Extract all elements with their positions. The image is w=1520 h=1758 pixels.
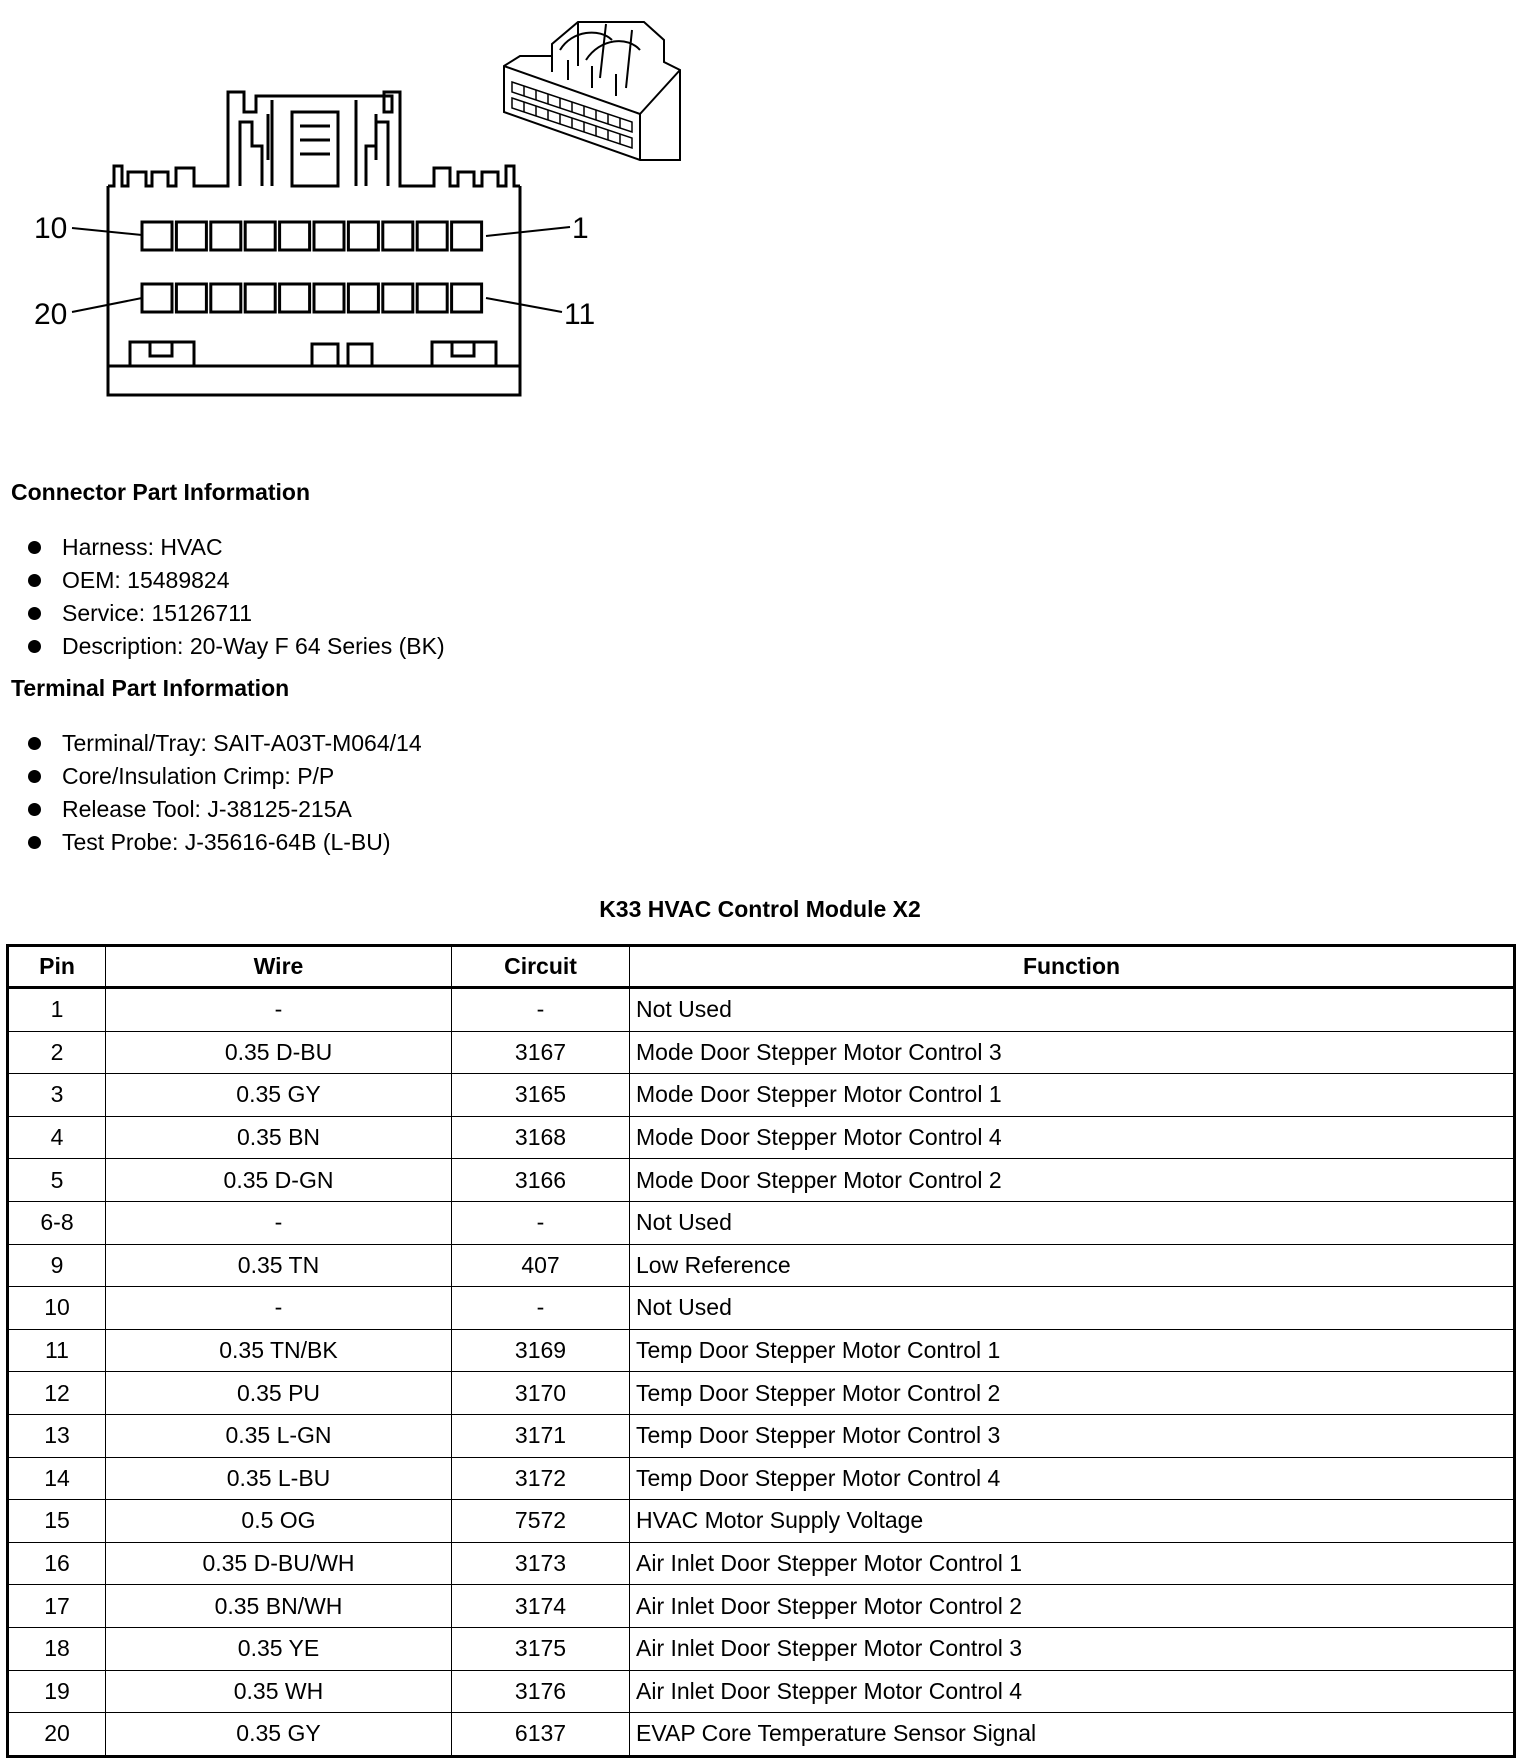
cell-wire: 0.35 GY: [106, 1713, 452, 1757]
cell-circuit: 3171: [452, 1414, 630, 1457]
header-pin: Pin: [8, 946, 106, 988]
cell-pin: 14: [8, 1457, 106, 1500]
cell-pin: 11: [8, 1329, 106, 1372]
table-row: [8, 1542, 1515, 1585]
cell-circuit: 3173: [452, 1542, 630, 1585]
header-wire: Wire: [106, 946, 452, 988]
cell-wire: 0.35 BN/WH: [106, 1585, 452, 1628]
table-row: [8, 1244, 1515, 1287]
table-row: [8, 1031, 1515, 1074]
terminal-info-list: [28, 727, 422, 859]
pin-cavity-bottom: [211, 284, 241, 312]
bullet-icon: [28, 770, 41, 783]
cell-circuit: -: [452, 988, 630, 1032]
pin-cavity-bottom: [176, 284, 206, 312]
cell-pin: 9: [8, 1244, 106, 1287]
pin-cavity-top: [280, 222, 310, 250]
pin-cavity-top: [176, 222, 206, 250]
cell-circuit: 6137: [452, 1713, 630, 1757]
cell-pin: 13: [8, 1414, 106, 1457]
list-item: OEM: 15489824: [28, 564, 445, 597]
cell-function: Temp Door Stepper Motor Control 1: [630, 1329, 1515, 1372]
cell-function: Temp Door Stepper Motor Control 2: [630, 1372, 1515, 1415]
pinout-table: [6, 944, 1516, 1758]
pin-cavity-bottom: [280, 284, 310, 312]
pin-cavity-top: [211, 222, 241, 250]
cell-circuit: 407: [452, 1244, 630, 1287]
cell-circuit: 3167: [452, 1031, 630, 1074]
bullet-icon: [28, 574, 41, 587]
pin-label-20: 20: [34, 298, 68, 331]
cell-circuit: 3176: [452, 1670, 630, 1713]
cell-pin: 6-8: [8, 1201, 106, 1244]
connector-perspective-view: [504, 22, 680, 160]
cell-function: Low Reference: [630, 1244, 1515, 1287]
table-header-row: [8, 946, 1515, 988]
cell-pin: 18: [8, 1627, 106, 1670]
cell-function: Not Used: [630, 1287, 1515, 1330]
cell-circuit: 3165: [452, 1074, 630, 1117]
cell-wire: -: [106, 1287, 452, 1330]
list-item: Harness: HVAC: [28, 531, 445, 564]
list-item: Release Tool: J-38125-215A: [28, 793, 422, 826]
cell-function: Not Used: [630, 988, 1515, 1032]
cell-function: Air Inlet Door Stepper Motor Control 3: [630, 1627, 1515, 1670]
cell-pin: 10: [8, 1287, 106, 1330]
table-row: [8, 1585, 1515, 1628]
list-item: Description: 20-Way F 64 Series (BK): [28, 630, 445, 663]
table-row: [8, 1159, 1515, 1202]
pin-cavity-bottom: [383, 284, 413, 312]
list-item: Terminal/Tray: SAIT-A03T-M064/14: [28, 727, 422, 760]
pin-cavity-top: [348, 222, 378, 250]
bullet-icon: [28, 640, 41, 653]
cell-circuit: 7572: [452, 1500, 630, 1543]
cell-wire: 0.35 D-GN: [106, 1159, 452, 1202]
bullet-icon: [28, 541, 41, 554]
cell-pin: 15: [8, 1500, 106, 1543]
cell-pin: 4: [8, 1116, 106, 1159]
table-row: [8, 1287, 1515, 1330]
table-row: [8, 1627, 1515, 1670]
pin-cavity-top: [452, 222, 482, 250]
connector-info-title: Connector Part Information: [11, 479, 311, 505]
cell-wire: 0.35 BN: [106, 1116, 452, 1159]
pin-cavity-top: [383, 222, 413, 250]
cell-pin: 20: [8, 1713, 106, 1757]
table-row: [8, 1670, 1515, 1713]
cell-function: HVAC Motor Supply Voltage: [630, 1500, 1515, 1543]
bullet-icon: [28, 836, 41, 849]
terminal-info-title: Terminal Part Information: [11, 675, 290, 701]
cell-wire: -: [106, 1201, 452, 1244]
cell-pin: 5: [8, 1159, 106, 1202]
cell-function: Mode Door Stepper Motor Control 2: [630, 1159, 1515, 1202]
connector-face-diagram: [0, 0, 700, 440]
cell-circuit: 3174: [452, 1585, 630, 1628]
cell-wire: 0.35 L-BU: [106, 1457, 452, 1500]
cell-function: Temp Door Stepper Motor Control 4: [630, 1457, 1515, 1500]
cell-function: Air Inlet Door Stepper Motor Control 2: [630, 1585, 1515, 1628]
pin-cavity-bottom: [417, 284, 447, 312]
cell-circuit: -: [452, 1287, 630, 1330]
cell-function: Air Inlet Door Stepper Motor Control 4: [630, 1670, 1515, 1713]
pin-cavity-bottom: [348, 284, 378, 312]
cell-circuit: 3172: [452, 1457, 630, 1500]
pin-cavity-top: [245, 222, 275, 250]
cell-function: Mode Door Stepper Motor Control 4: [630, 1116, 1515, 1159]
list-item: Core/Insulation Crimp: P/P: [28, 760, 422, 793]
pin-cavity-bottom: [314, 284, 344, 312]
pin-cavity-top: [142, 222, 172, 250]
cell-pin: 19: [8, 1670, 106, 1713]
cell-wire: 0.5 OG: [106, 1500, 452, 1543]
pin-cavity-bottom: [245, 284, 275, 312]
cell-function: Temp Door Stepper Motor Control 3: [630, 1414, 1515, 1457]
connector-info-list: [28, 531, 445, 663]
table-row: [8, 988, 1515, 1032]
bullet-icon: [28, 607, 41, 620]
cell-wire: 0.35 L-GN: [106, 1414, 452, 1457]
pin-label-1: 1: [572, 212, 589, 245]
cell-circuit: -: [452, 1201, 630, 1244]
cell-function: Air Inlet Door Stepper Motor Control 1: [630, 1542, 1515, 1585]
pin-label-10: 10: [34, 212, 68, 245]
table-row: [8, 1074, 1515, 1117]
cell-pin: 1: [8, 988, 106, 1032]
cell-circuit: 3170: [452, 1372, 630, 1415]
cell-pin: 3: [8, 1074, 106, 1117]
cell-circuit: 3175: [452, 1627, 630, 1670]
pin-cavity-bottom: [142, 284, 172, 312]
table-title: K33 HVAC Control Module X2: [599, 896, 921, 922]
cell-function: Not Used: [630, 1201, 1515, 1244]
cell-wire: 0.35 WH: [106, 1670, 452, 1713]
cell-pin: 17: [8, 1585, 106, 1628]
cell-wire: 0.35 TN: [106, 1244, 452, 1287]
cell-wire: 0.35 YE: [106, 1627, 452, 1670]
table-row: [8, 1201, 1515, 1244]
pin-cavity-top: [417, 222, 447, 250]
cell-wire: 0.35 D-BU: [106, 1031, 452, 1074]
cell-circuit: 3166: [452, 1159, 630, 1202]
cell-wire: 0.35 PU: [106, 1372, 452, 1415]
cell-wire: 0.35 D-BU/WH: [106, 1542, 452, 1585]
cell-circuit: 3168: [452, 1116, 630, 1159]
table-row: [8, 1329, 1515, 1372]
cell-pin: 12: [8, 1372, 106, 1415]
cell-function: EVAP Core Temperature Sensor Signal: [630, 1713, 1515, 1757]
cell-circuit: 3169: [452, 1329, 630, 1372]
list-item: Service: 15126711: [28, 597, 445, 630]
pin-cavity-bottom: [452, 284, 482, 312]
list-item: Test Probe: J-35616-64B (L-BU): [28, 826, 422, 859]
cell-wire: 0.35 GY: [106, 1074, 452, 1117]
cell-function: Mode Door Stepper Motor Control 3: [630, 1031, 1515, 1074]
bullet-icon: [28, 737, 41, 750]
cell-function: Mode Door Stepper Motor Control 1: [630, 1074, 1515, 1117]
cell-pin: 2: [8, 1031, 106, 1074]
header-function: Function: [630, 946, 1515, 988]
bullet-icon: [28, 803, 41, 816]
table-row: [8, 1414, 1515, 1457]
pin-cavity-top: [314, 222, 344, 250]
cell-wire: -: [106, 988, 452, 1032]
table-row: [8, 1457, 1515, 1500]
table-row: [8, 1116, 1515, 1159]
pin-label-11: 11: [564, 298, 596, 331]
header-circuit: Circuit: [452, 946, 630, 988]
table-row: [8, 1500, 1515, 1543]
cell-pin: 16: [8, 1542, 106, 1585]
table-row: [8, 1372, 1515, 1415]
cell-wire: 0.35 TN/BK: [106, 1329, 452, 1372]
